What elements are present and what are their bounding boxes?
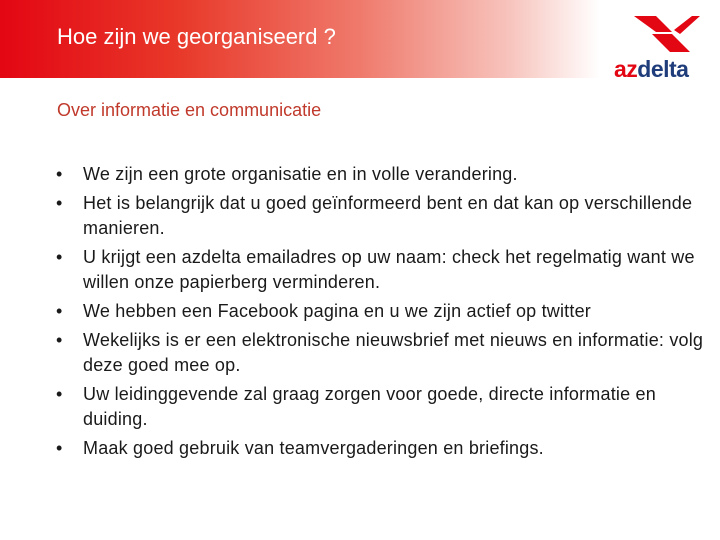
bullet-text: Maak goed gebruik van teamvergaderingen en briefings. <box>83 438 544 458</box>
slide-subtitle: Over informatie en communicatie <box>57 100 322 120</box>
logo-wordmark <box>614 56 688 83</box>
bullet-list <box>56 162 706 465</box>
slide-title: Hoe zijn we georganiseerd ? <box>57 24 336 49</box>
azdelta-logo <box>614 12 710 80</box>
bullet-item <box>56 299 706 324</box>
bullet-icon: • <box>56 247 63 267</box>
bullet-icon: • <box>56 330 63 350</box>
bullet-icon: • <box>56 438 63 458</box>
bullet-item <box>56 436 706 461</box>
bullet-text: We hebben een Facebook pagina en u we zijn actief op twitter <box>83 301 591 321</box>
bullet-text: Uw leidinggevende zal graag zorgen voor goede, directe informatie en duiding. <box>83 384 656 429</box>
logo-part-az: az <box>614 56 638 82</box>
bullet-item <box>56 191 706 241</box>
bullet-item <box>56 245 706 295</box>
bullet-text: We zijn een grote organisatie en in volle verandering. <box>83 164 518 184</box>
bullet-item <box>56 328 706 378</box>
bullet-text: Het is belangrijk dat u goed geïnformeerd bent en dat kan op verschillende manieren. <box>83 193 693 238</box>
bullet-text: Wekelijks is er een elektronische nieuwsbrief met nieuws en informatie: volg deze goed mee op. <box>83 330 704 375</box>
logo-part-delta: delta <box>637 56 689 82</box>
bullet-text: U krijgt een azdelta emailadres op uw naam: check het regelmatig want we willen onze papierberg verminderen. <box>83 247 695 292</box>
bullet-icon: • <box>56 193 63 213</box>
bullet-item <box>56 162 706 187</box>
bullet-icon: • <box>56 301 63 321</box>
bullet-icon: • <box>56 384 63 404</box>
bullet-item <box>56 382 706 432</box>
azdelta-logo-mark-icon <box>614 12 710 56</box>
bullet-icon: • <box>56 164 63 184</box>
